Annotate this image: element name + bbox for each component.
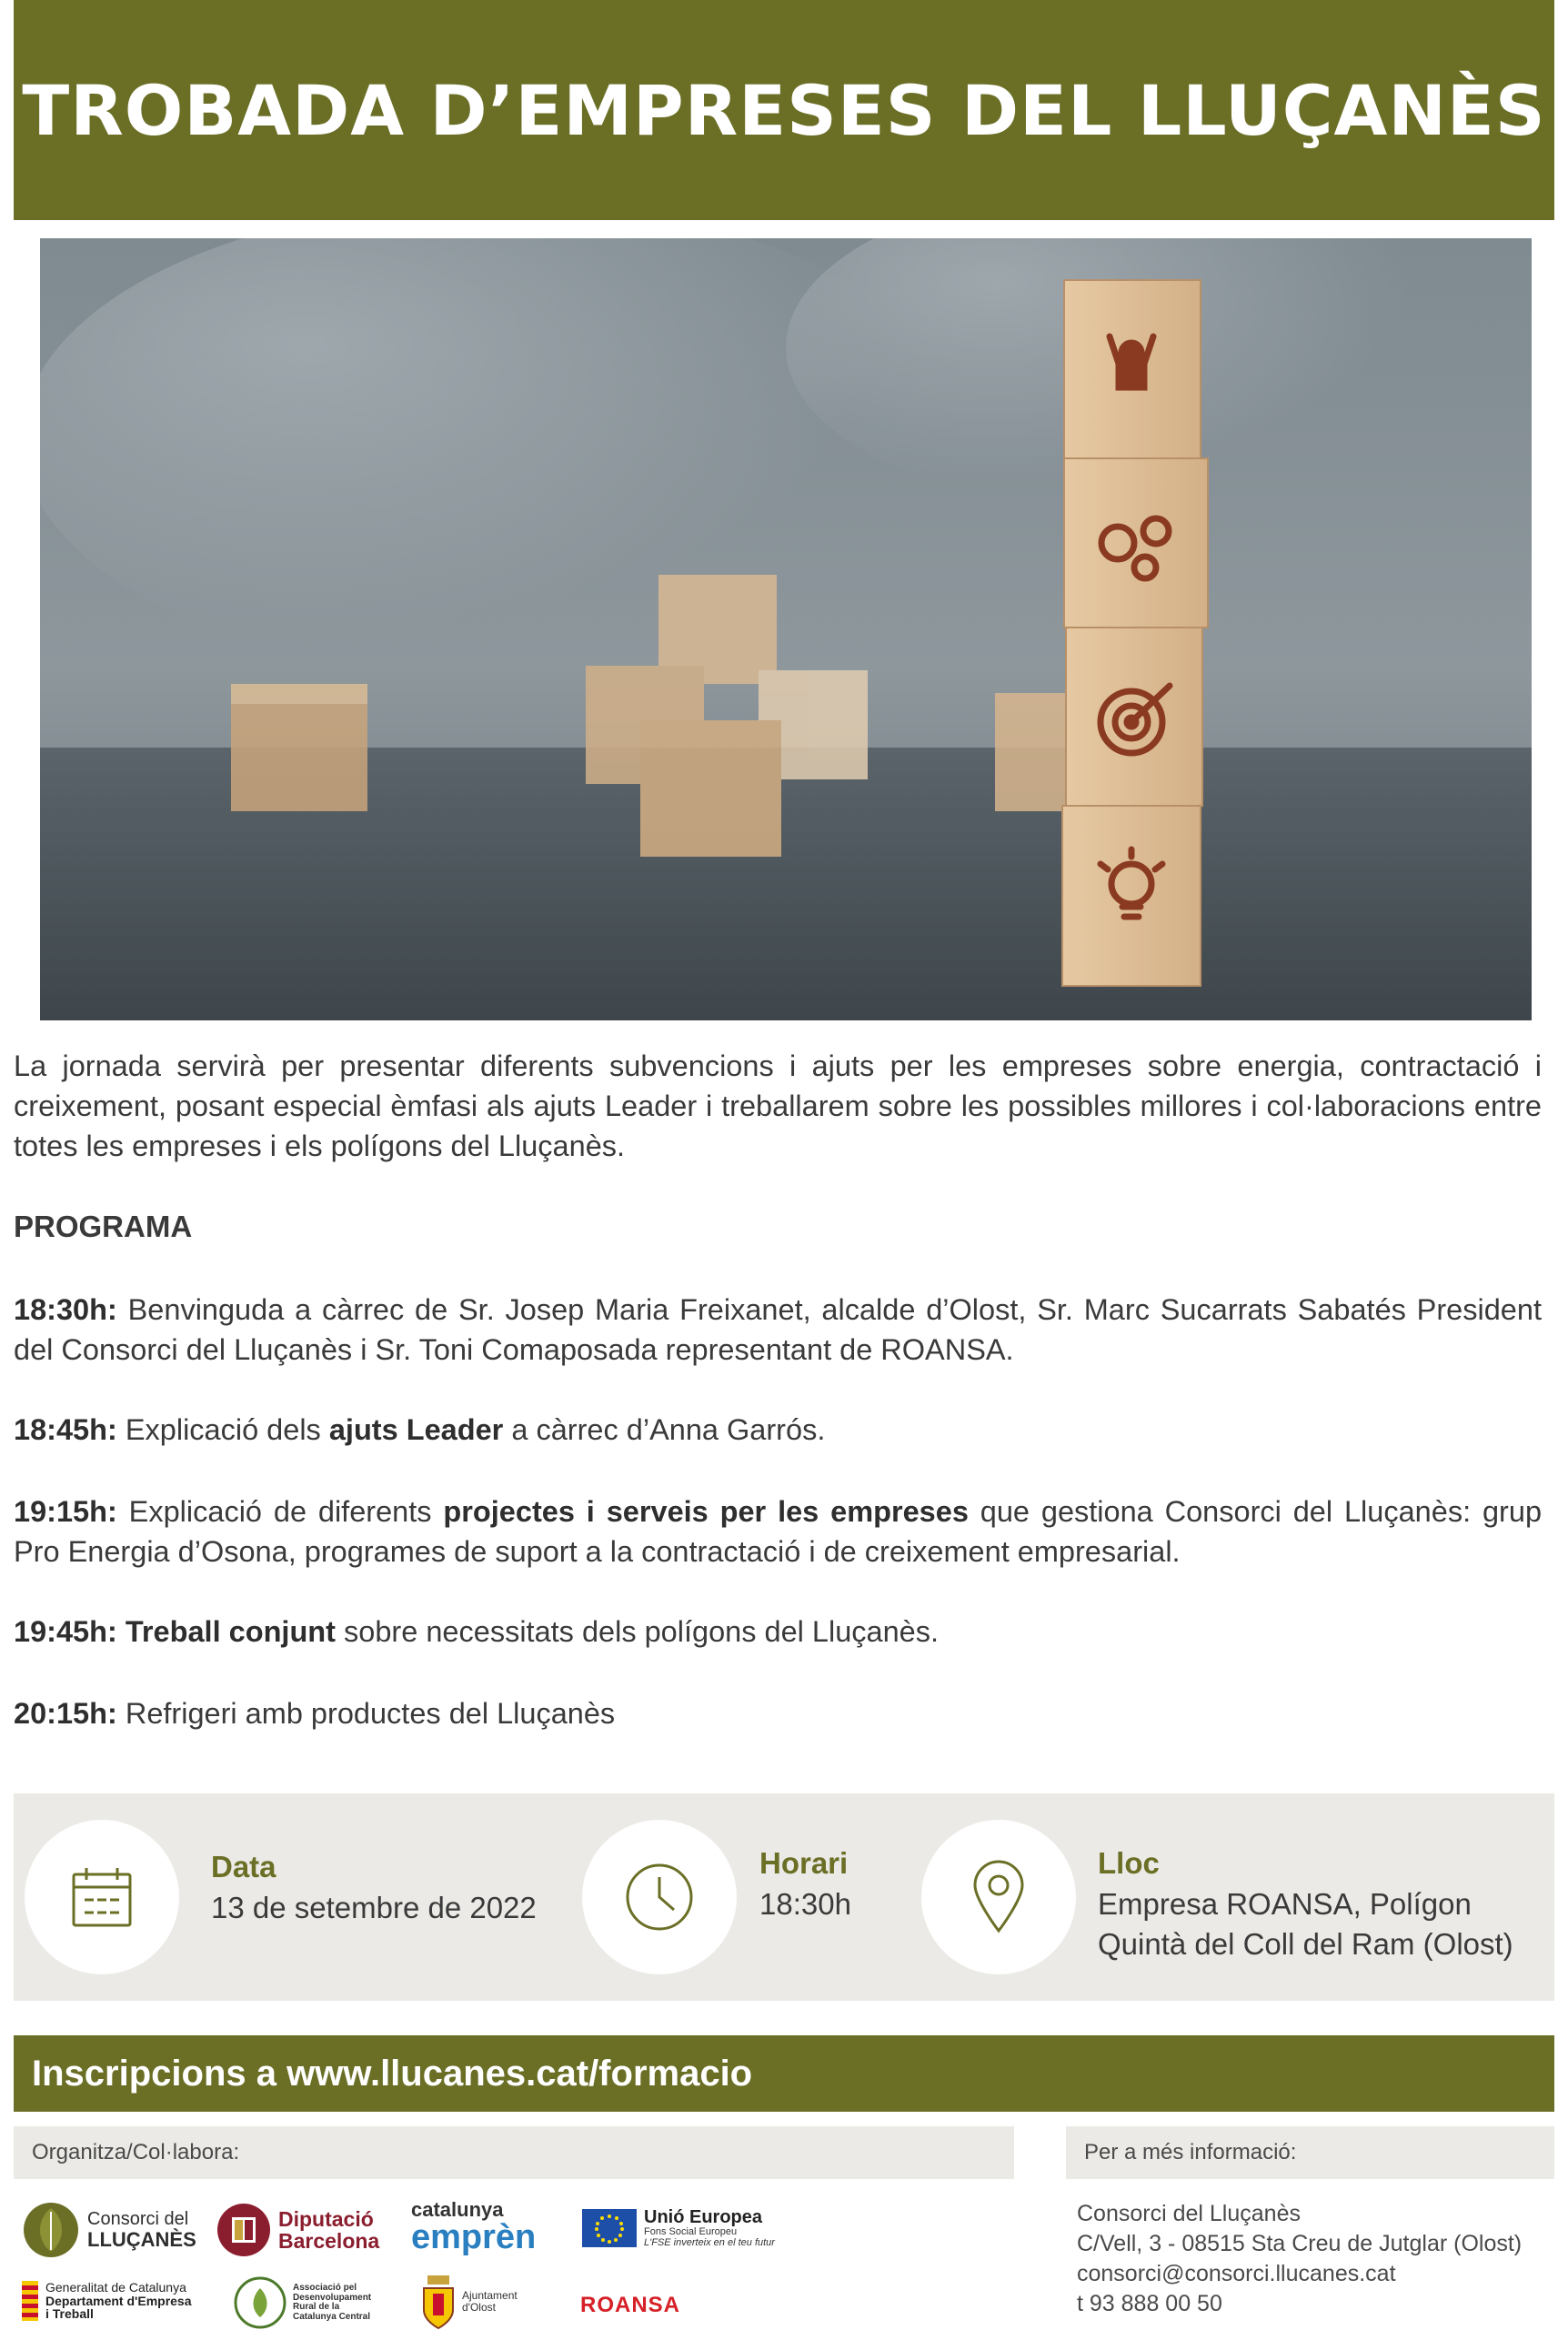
contact-line[interactable]: consorci@consorci.llucanes.cat bbox=[1077, 2261, 1396, 2286]
generalitat-line: i Treball bbox=[45, 2306, 94, 2322]
program-item bbox=[14, 1491, 1542, 1572]
program-item bbox=[14, 1693, 1542, 1733]
eu-line: Fons Social Europeu bbox=[644, 2226, 738, 2237]
program-item bbox=[14, 1290, 1542, 1370]
associacio-line: Rural de la bbox=[293, 2302, 340, 2312]
catalunya-line: emprèn bbox=[411, 2218, 537, 2257]
program-title: PROGRAMA bbox=[14, 1210, 193, 1243]
ajuntament-line: d'Olost bbox=[462, 2301, 496, 2314]
olost-coat-of-arms-icon bbox=[420, 2274, 457, 2330]
associacio-line: Catalunya Central bbox=[293, 2311, 371, 2322]
time-value: 18:30h bbox=[759, 1887, 851, 1921]
consorci-line: Consorci del bbox=[87, 2208, 189, 2229]
program-text: Explicació dels bbox=[116, 1413, 329, 1446]
program-item bbox=[14, 1410, 1542, 1450]
more-info-bar bbox=[1066, 2126, 1554, 2179]
generalitat-line: Generalitat de Catalunya bbox=[45, 2280, 186, 2295]
ajuntament-line: Ajuntament bbox=[462, 2289, 518, 2303]
program-time: 19:15h: bbox=[14, 1495, 117, 1528]
calendar-icon bbox=[25, 1820, 179, 1974]
eu-flag-icon bbox=[582, 2209, 637, 2247]
logo-roansa bbox=[580, 2294, 680, 2316]
program-text: que gestiona Consorci del Lluçanès: grup Pro Energia d’Osona, programes de suport a la contractació i de creixement empresarial. bbox=[14, 1495, 1543, 1568]
program-highlight: projectes i serveis per les empreses bbox=[443, 1495, 969, 1528]
clock-icon bbox=[582, 1820, 737, 1974]
eu-line: Unió Europea bbox=[644, 2207, 763, 2227]
program-text: Refrigeri amb productes del Lluçanès bbox=[116, 1697, 616, 1730]
contact-line: C/Vell, 3 - 08515 Sta Creu de Jutglar (Olost) bbox=[1077, 2231, 1523, 2256]
logo-unio-europea bbox=[582, 2208, 775, 2248]
associacio-leaf-icon bbox=[233, 2275, 287, 2330]
place-label: Lloc bbox=[1098, 1846, 1160, 1880]
date-value: 13 de setembre de 2022 bbox=[211, 1891, 537, 1924]
registration-banner bbox=[14, 2035, 1554, 2112]
more-info-label: Per a més informació: bbox=[1084, 2140, 1297, 2164]
program-time: 19:45h: bbox=[14, 1615, 117, 1648]
page-title: TROBADA D’EMPRESES DEL LLUÇANÈS bbox=[22, 69, 1546, 151]
program-time: 18:45h: bbox=[14, 1413, 117, 1446]
event-info-bar bbox=[14, 1793, 1554, 2001]
program-time: 20:15h: bbox=[14, 1697, 117, 1730]
catalunya-line: catalunya bbox=[411, 2198, 504, 2221]
program-text: Explicació de diferents bbox=[116, 1495, 444, 1528]
logo-ajuntament-olost bbox=[420, 2274, 518, 2330]
program-item bbox=[14, 1612, 1542, 1652]
program-text: a càrrec d’Anna Garrós. bbox=[503, 1413, 826, 1446]
diputacio-shield-icon bbox=[216, 2203, 271, 2257]
logo-consorci bbox=[22, 2201, 196, 2259]
time-label: Horari bbox=[759, 1846, 849, 1880]
consorci-line: LLUÇANÈS bbox=[87, 2227, 196, 2251]
logo-catalunya-empren bbox=[411, 2199, 536, 2256]
location-pin-icon bbox=[921, 1820, 1076, 1974]
contact-line: t 93 888 00 50 bbox=[1077, 2291, 1222, 2316]
intro-paragraph: La jornada servirà per presentar diferents subvencions i ajuts per les empreses sobre energia, contractació i creixement, posant especial èmfasi als ajuts Leader i treballarem sobre les possibles millores i col·laboracions entre totes les empreses i els polígons del Lluçanès. bbox=[14, 1050, 1542, 1162]
generalitat-line: Departament d'Empresa bbox=[45, 2293, 192, 2308]
contact-block bbox=[1077, 2199, 1522, 2319]
contact-line: Consorci del Lluçanès bbox=[1077, 2201, 1301, 2226]
date-label: Data bbox=[211, 1850, 276, 1883]
header-banner bbox=[14, 0, 1554, 220]
roansa-text: ROANSA bbox=[580, 2293, 681, 2317]
organizers-label: Organitza/Col·labora: bbox=[32, 2140, 240, 2164]
registration-link[interactable]: Inscripcions a www.llucanes.cat/formacio bbox=[32, 2053, 753, 2094]
logo-generalitat bbox=[22, 2281, 192, 2321]
diputacio-line: Diputació bbox=[278, 2206, 374, 2231]
program-text: sobre necessitats dels polígons del Lluçanès. bbox=[335, 1615, 940, 1648]
place-line: Quintà del Coll del Ram (Olost) bbox=[1098, 1927, 1513, 1961]
diputacio-line: Barcelona bbox=[278, 2229, 380, 2253]
organizers-bar bbox=[14, 2126, 1014, 2179]
logo-associacio bbox=[233, 2275, 371, 2330]
place-line: Empresa ROANSA, Polígon bbox=[1098, 1887, 1472, 1921]
logo-diputacio bbox=[216, 2203, 379, 2257]
associacio-line: Associació pel bbox=[293, 2283, 357, 2293]
associacio-line: Desenvolupament bbox=[293, 2292, 372, 2303]
program-time: 18:30h: bbox=[14, 1293, 117, 1326]
eu-line: L'FSE inverteix en el teu futur bbox=[644, 2236, 775, 2248]
consorci-leaf-icon bbox=[22, 2201, 80, 2259]
program-highlight: Treball conjunt bbox=[116, 1615, 336, 1648]
senyera-icon bbox=[22, 2281, 38, 2321]
program-text: Benvinguda a càrrec de Sr. Josep Maria Freixanet, alcalde d’Olost, Sr. Marc Sucarrats Sabatés President del Consorci del Lluçanès i Sr. Toni Comaposada representant de ROANSA. bbox=[14, 1293, 1542, 1366]
hero-image bbox=[40, 238, 1532, 1020]
program-highlight: ajuts Leader bbox=[328, 1413, 504, 1446]
